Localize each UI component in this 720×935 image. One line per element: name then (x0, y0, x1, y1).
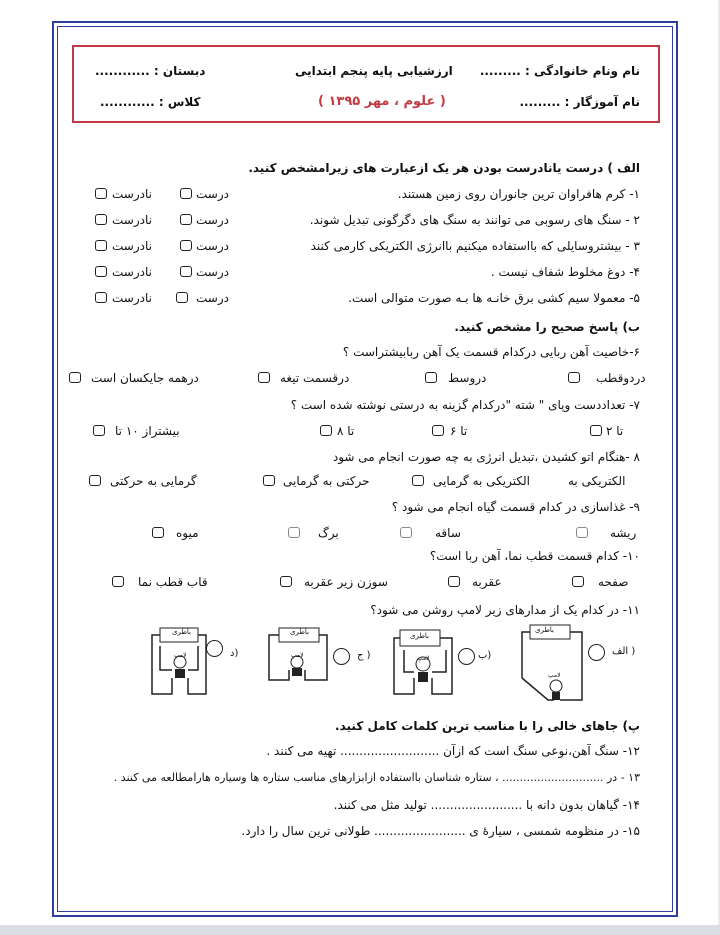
circuit-d-lamp-label: لامپ (174, 652, 187, 659)
false-checkbox[interactable] (95, 292, 107, 303)
true-checkbox[interactable] (180, 214, 192, 225)
circuit-d-label: د) (230, 648, 239, 659)
q9-option-4: میوه (176, 526, 199, 540)
question-8: ۸ -هنگام اتو کشیدن ،تبدیل انرژی به چه صورت انجام می شود (332, 450, 640, 464)
q6-checkbox-3[interactable] (258, 372, 270, 383)
q10-checkbox-3[interactable] (280, 576, 292, 587)
circuit-a-label: الف ) (612, 646, 636, 657)
q9-checkbox-2[interactable] (400, 527, 412, 538)
q8-option-3: حرکتی به گرمایی (283, 474, 370, 488)
q10-option-3: سوزن زیر عقربه (304, 575, 388, 589)
q6-checkbox-2[interactable] (425, 372, 437, 383)
question-6: ۶-خاصیت آهن ربایی درکدام قسمت یک آهن ربابیشتراست ؟ (342, 345, 640, 359)
q6-option-4: درهمه جایکسان است (91, 371, 199, 385)
q8-checkbox-3[interactable] (263, 475, 275, 486)
q9-option-3: برگ (318, 526, 339, 540)
question-11: ۱۱- در کدام یک از مدارهای زیر لامپ روشن می شود؟ (370, 603, 640, 617)
question-9: ۹- غذاسازی در کدام قسمت گیاه انجام می شود ؟ (391, 500, 640, 514)
fill-blank-12: ۱۲- سنگ آهن،نوعی سنگ است که ازآن .......................... تهیه می کنند . (266, 744, 640, 758)
true-label: درست (196, 213, 229, 227)
circuit-a-diagram (520, 620, 590, 712)
q7-option-4: بیشتراز ۱۰ تا (115, 424, 180, 438)
q7-option-2: ۶ تا (450, 424, 468, 438)
false-label: نادرست (112, 265, 152, 279)
statement-5: ۵- معمولا سیم کشی برق خانـه ها بـه صورت متوالی است. (348, 291, 640, 305)
circuit-a-battery-label: باطری (535, 626, 554, 634)
q7-checkbox-3[interactable] (320, 425, 332, 436)
q6-option-1: دردوقطب (596, 371, 646, 385)
q8-checkbox-4[interactable] (89, 475, 101, 486)
false-label: نادرست (112, 291, 152, 305)
header-box (72, 45, 660, 123)
q8-checkbox-2[interactable] (412, 475, 424, 486)
true-checkbox[interactable] (180, 240, 192, 251)
q10-option-4: قاب قطب نما (138, 575, 208, 589)
q7-option-3: ۸ تا (337, 424, 355, 438)
circuit-c-label: ج ) (357, 650, 371, 661)
circuit-c-battery-label: باطری (290, 628, 309, 636)
question-7: ۷- تعداددست وپای " شته "درکدام گزینه به درستی نوشته شده است ؟ (290, 398, 640, 412)
statement-4: ۴- دوغ مخلوط شفاف نیست . (490, 265, 640, 279)
false-label: نادرست (112, 187, 152, 201)
q7-checkbox-4[interactable] (93, 425, 105, 436)
true-label: درست (196, 265, 229, 279)
q10-checkbox-2[interactable] (448, 576, 460, 587)
q9-option-2: ساقه (435, 526, 461, 540)
false-label: نادرست (112, 239, 152, 253)
false-checkbox[interactable] (95, 214, 107, 225)
q6-option-3: درقسمت تیغه (280, 371, 350, 385)
exam-title: ارزشیابی پایه پنجم ابتدایی (295, 64, 453, 78)
section-b-heading: ب) پاسخ صحیح را مشخص کنید. (454, 320, 640, 334)
section-c-heading: پ) جاهای خالی را با مناسب ترین کلمات کامل کنید. (335, 719, 640, 733)
section-a-heading: الف ) درست یانادرست بودن هر یک ازعبارت های زیرامشخص کنید. (248, 161, 640, 175)
q8-option-2: الکتریکی به گرمایی (433, 474, 530, 488)
q9-checkbox-1[interactable] (576, 527, 588, 538)
q7-checkbox-2[interactable] (432, 425, 444, 436)
circuit-d-battery-label: باطری (172, 628, 191, 636)
false-checkbox[interactable] (95, 188, 107, 199)
q9-checkbox-4[interactable] (152, 527, 164, 538)
statement-1: ۱- کرم هافراوان ترین جانوران روی زمین هستند. (397, 187, 640, 201)
circuit-b-answer-circle[interactable] (458, 648, 475, 665)
q8-option-1: الکتریکی به (568, 474, 626, 488)
true-label: درست (196, 187, 229, 201)
circuit-c-lamp-label: لامپ (291, 652, 304, 659)
fill-blank-14: ۱۴- گیاهان بدون دانه با ........................ تولید مثل می کنند. (333, 798, 640, 812)
q10-checkbox-4[interactable] (112, 576, 124, 587)
q6-checkbox-1[interactable] (568, 372, 580, 383)
question-10: ۱۰- کدام قسمت قطب نما، آهن ربا است؟ (429, 549, 640, 563)
student-name-field: نام ونام خانوادگی : ......... (479, 64, 640, 78)
circuit-b-lamp-label: لامپ (417, 655, 430, 662)
false-label: نادرست (112, 213, 152, 227)
true-checkbox[interactable] (180, 266, 192, 277)
circuit-b-battery-label: باطری (410, 632, 429, 640)
true-checkbox[interactable] (180, 188, 192, 199)
fill-blank-15: ۱۵- در منظومه شمسی ، سیارهٔ ی ........................ طولانی ترین سال را دارد. (241, 824, 640, 838)
statement-2: ۲ - سنگ های رسوبی می توانند به سنگ های دگرگونی تبدیل شوند. (309, 213, 640, 227)
q7-checkbox-1[interactable] (590, 425, 602, 436)
school-field: دبستان : ............ (95, 64, 206, 78)
fill-blank-13: ۱۳ - در ............................. ، ستاره شناسان بااستفاده ازابزارهای مناسب ستاره ها وسیاره هارامطالعه می کنند . (113, 771, 640, 784)
class-field: کلاس : ............ (100, 95, 201, 109)
circuit-d-diagram (150, 626, 210, 700)
q9-option-1: ریشه (610, 526, 637, 540)
true-label: درست (196, 291, 229, 305)
true-checkbox[interactable] (176, 292, 188, 303)
q8-option-4: گرمایی به حرکتی (110, 474, 197, 488)
true-label: درست (196, 239, 229, 253)
q10-checkbox-1[interactable] (572, 576, 584, 587)
false-checkbox[interactable] (95, 240, 107, 251)
q10-option-2: عقربه (472, 575, 502, 589)
teacher-field: نام آموزگار : ......... (519, 95, 640, 109)
circuit-b-label: ب) (478, 650, 492, 661)
q7-option-1: ۲ تا (606, 424, 624, 438)
circuit-c-answer-circle[interactable] (333, 648, 350, 665)
q6-option-2: دروسط (448, 371, 487, 385)
circuit-a-answer-circle[interactable] (588, 644, 605, 661)
q10-option-1: صفحه (598, 575, 629, 589)
statement-3: ۳ - بیشتروسایلی که بااستفاده میکنیم باانرژی الکتریکی کارمی کنند (310, 239, 640, 253)
q9-checkbox-3[interactable] (288, 527, 300, 538)
subject-date: ( علوم ، مهر ۱۳۹۵ ) (318, 94, 446, 109)
circuit-a-lamp-label: لامپ (548, 672, 561, 679)
page-bottom-edge (0, 925, 720, 935)
q6-checkbox-4[interactable] (69, 372, 81, 383)
false-checkbox[interactable] (95, 266, 107, 277)
